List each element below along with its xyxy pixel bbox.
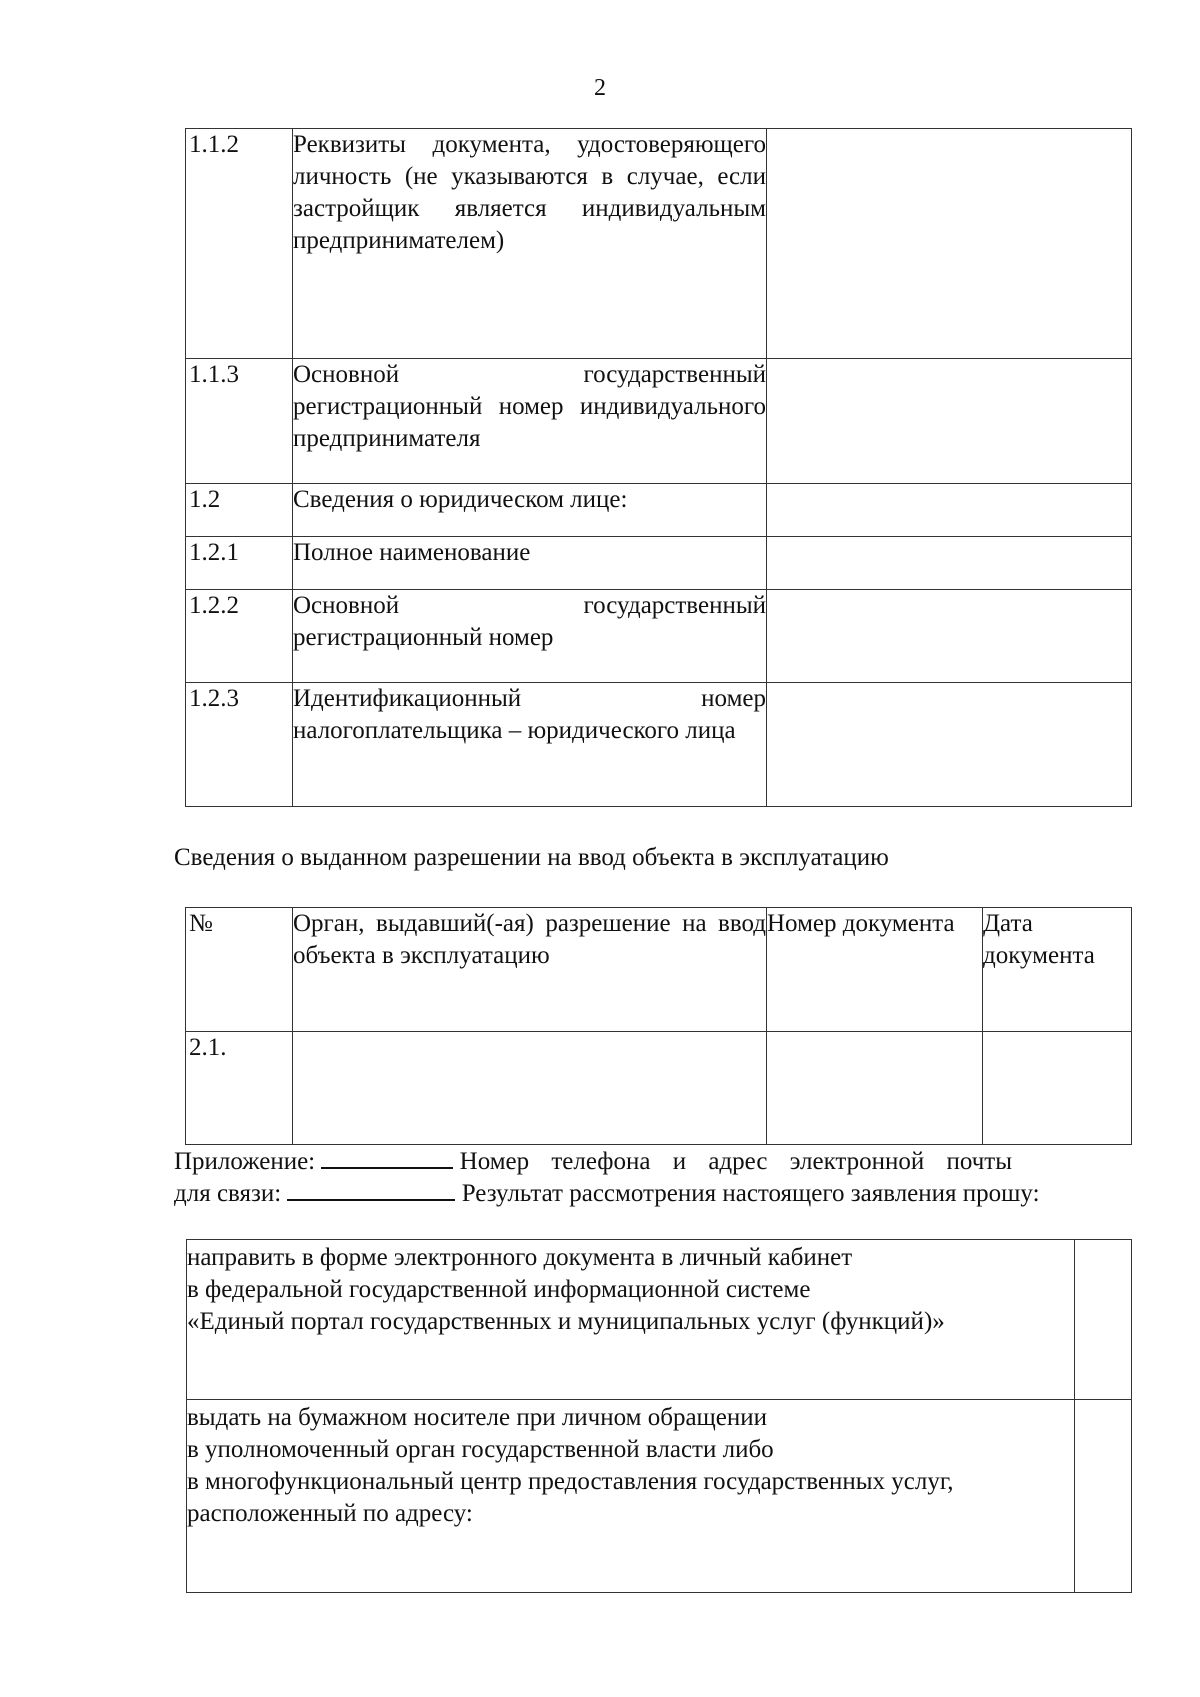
contact-label: Номер телефона и адрес электронной почты [459,1148,1013,1175]
attachment-label: Приложение: [174,1148,316,1175]
permit-table [185,907,1132,1145]
row-number: 1.2.3 [186,683,293,807]
row-value-field[interactable] [767,359,1132,484]
row-value-field[interactable] [767,484,1132,537]
row-label: Полное наименование [293,537,767,590]
option-text-line: в уполномоченный орган государственной власти либо [187,1436,774,1463]
table-header-row [186,908,1132,1032]
table-row [186,359,1132,484]
header-authority: Орган, выдавший(-ая) разрешение на ввод объекта в эксплуатацию [293,908,767,1032]
option-checkbox-electronic[interactable] [1075,1240,1132,1400]
row-number: 1.1.2 [186,129,293,359]
table-row [186,129,1132,359]
contact-line [174,1178,1122,1210]
document-date-field[interactable] [983,1032,1132,1145]
row-number: 1.2.1 [186,537,293,590]
document-number-field[interactable] [767,1032,983,1145]
option-row [187,1400,1132,1593]
table-row [186,1032,1132,1145]
row-label: Основной государственный регистрационный номер [293,590,767,683]
row-number: 1.2 [186,484,293,537]
row-number: 1.1.3 [186,359,293,484]
authority-field[interactable] [293,1032,767,1145]
row-value-field[interactable] [767,590,1132,683]
header-document-date: Дата документа [983,908,1132,1032]
attachment-line [174,1146,1122,1178]
option-text-line: расположенный по адресу: [187,1500,473,1527]
row-label: Основной государственный регистрационный номер индивидуального предпринимателя [293,359,767,484]
header-document-number: Номер документа [767,908,983,1032]
option-text-line: выдать на бумажном носителе при личном обращении [187,1404,768,1431]
permit-section-heading: Сведения о выданном разрешении на ввод объекта в эксплуатацию [174,844,889,871]
page-number: 2 [594,75,606,101]
row-label: Реквизиты документа, удостоверяющего личность (не указываются в случае, если застройщик является индивидуальным предпринимателем) [293,129,767,359]
option-text-line: направить в форме электронного документа в личный кабинет [187,1244,853,1271]
result-request-label: Результат рассмотрения настоящего заявления прошу: [461,1180,1040,1207]
option-text-line: в многофункциональный центр предоставления государственных услуг, [187,1468,954,1495]
attachment-blank[interactable] [321,1147,453,1169]
option-checkbox-paper[interactable] [1075,1400,1132,1593]
option-paper [187,1400,1075,1593]
contact-label-cont: для связи: [174,1180,282,1207]
result-options-table [186,1239,1132,1593]
row-number: 2.1. [186,1032,293,1145]
option-electronic [187,1240,1075,1400]
row-value-field[interactable] [767,683,1132,807]
row-value-field[interactable] [767,129,1132,359]
table-row [186,537,1132,590]
row-number: 1.2.2 [186,590,293,683]
table-row [186,484,1132,537]
option-text-line: «Единый портал государственных и муниципальных услуг (функций)» [187,1308,945,1335]
table-row [186,683,1132,807]
header-number: № [186,908,293,1032]
option-row [187,1240,1132,1400]
row-value-field[interactable] [767,537,1132,590]
table-row [186,590,1132,683]
applicant-details-table [185,128,1132,807]
row-label: Сведения о юридическом лице: [293,484,767,537]
row-label: Идентификационный номер налогоплательщика – юридического лица [293,683,767,807]
contact-blank[interactable] [287,1179,455,1201]
option-text-line: в федеральной государственной информационной системе [187,1276,811,1303]
